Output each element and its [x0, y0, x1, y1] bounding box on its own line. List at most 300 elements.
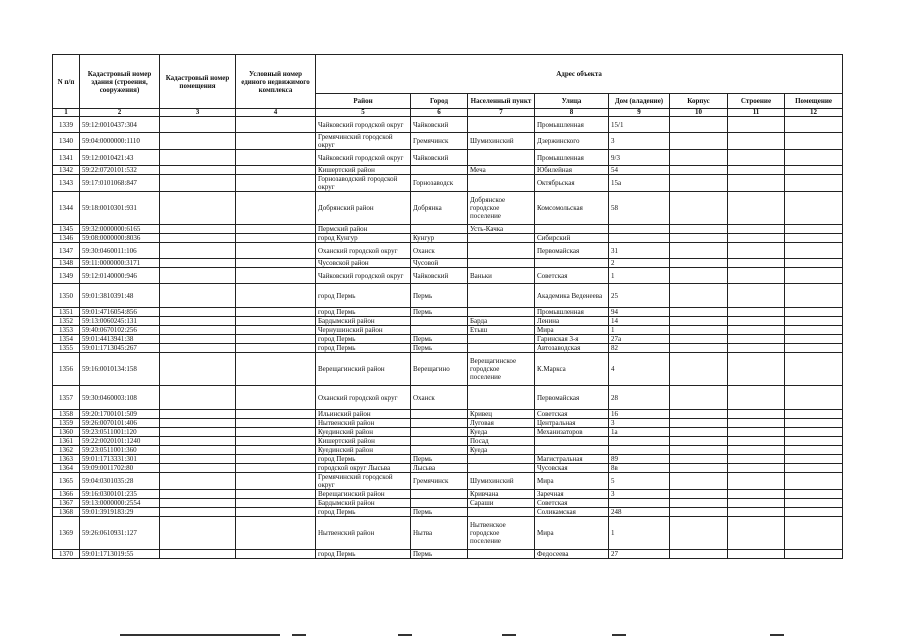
cell-stroenie	[728, 517, 785, 550]
cell-korpus	[670, 335, 728, 344]
table-row	[53, 175, 843, 192]
cell-settlement: Куеда	[468, 446, 535, 455]
cell-district: город Пермь	[316, 308, 411, 317]
cell-settlement	[468, 259, 535, 268]
cell-city: Пермь	[411, 550, 468, 559]
cell-district: Кишертский район	[316, 437, 411, 446]
cell-house: 9/3	[609, 150, 670, 166]
cell-street: Первомайская	[535, 243, 609, 259]
cell-pomeschenie	[785, 464, 843, 473]
cell-korpus	[670, 317, 728, 326]
cell-district: Нытвенский район	[316, 517, 411, 550]
cell-num: 1355	[53, 344, 80, 353]
cell-cad-room	[160, 326, 236, 335]
cell-pomeschenie	[785, 317, 843, 326]
cell-house: 28	[609, 386, 670, 410]
cell-cad-building: 59:12:0010437:304	[80, 117, 160, 133]
cell-pomeschenie	[785, 499, 843, 508]
cell-cond-number	[236, 508, 316, 517]
cell-cond-number	[236, 419, 316, 428]
cell-cad-building: 59:01:4716054:856	[80, 308, 160, 317]
cell-cad-building: 59:01:3919183:29	[80, 508, 160, 517]
cell-cad-room	[160, 464, 236, 473]
cell-pomeschenie	[785, 353, 843, 386]
cell-city: Пермь	[411, 344, 468, 353]
cell-cond-number	[236, 428, 316, 437]
cell-district: Куединский район	[316, 446, 411, 455]
cell-street	[535, 437, 609, 446]
table-row	[53, 166, 843, 175]
cell-cad-room	[160, 428, 236, 437]
header-num: N п/п	[53, 55, 80, 109]
cell-district: Чайковский городской округ	[316, 268, 411, 284]
cell-cad-building: 59:23:0511001:360	[80, 446, 160, 455]
cell-stroenie	[728, 410, 785, 419]
cell-pomeschenie	[785, 508, 843, 517]
cell-settlement: Шумихинский	[468, 473, 535, 490]
cell-pomeschenie	[785, 344, 843, 353]
cell-settlement	[468, 508, 535, 517]
cell-settlement	[468, 150, 535, 166]
table-row	[53, 284, 843, 308]
cell-pomeschenie	[785, 150, 843, 166]
cell-district: город Пермь	[316, 455, 411, 464]
table-row	[53, 225, 843, 234]
cell-korpus	[670, 437, 728, 446]
header-settlement: Населенный пункт	[468, 94, 535, 109]
cell-settlement: Сараши	[468, 499, 535, 508]
cell-district: Кишертский район	[316, 166, 411, 175]
cell-cond-number	[236, 284, 316, 308]
cell-korpus	[670, 419, 728, 428]
cell-stroenie	[728, 225, 785, 234]
cell-district: Нытвенский район	[316, 419, 411, 428]
cell-cad-room	[160, 550, 236, 559]
cell-cond-number	[236, 517, 316, 550]
cell-street: Дзержинского	[535, 133, 609, 150]
cell-stroenie	[728, 353, 785, 386]
cell-cond-number	[236, 326, 316, 335]
cell-cad-room	[160, 317, 236, 326]
cell-stroenie	[728, 428, 785, 437]
header-street: Улица	[535, 94, 609, 109]
cell-district: Верещагинский район	[316, 353, 411, 386]
cell-num: 1353	[53, 326, 80, 335]
cell-street: Промышленная	[535, 308, 609, 317]
cell-cad-building: 59:26:0070101:406	[80, 419, 160, 428]
footer-line	[612, 634, 626, 636]
cell-pomeschenie	[785, 117, 843, 133]
cell-stroenie	[728, 335, 785, 344]
table-row	[53, 259, 843, 268]
cell-street: Федосеева	[535, 550, 609, 559]
cell-cond-number	[236, 192, 316, 225]
table-row	[53, 437, 843, 446]
cell-settlement	[468, 243, 535, 259]
cell-street: Мира	[535, 473, 609, 490]
cell-district: Куединский район	[316, 428, 411, 437]
table-row	[53, 353, 843, 386]
cell-korpus	[670, 117, 728, 133]
cell-num: 1358	[53, 410, 80, 419]
cell-stroenie	[728, 175, 785, 192]
cell-street: Чусовская	[535, 464, 609, 473]
cell-house	[609, 234, 670, 243]
cell-house: 27	[609, 550, 670, 559]
cell-house: 54	[609, 166, 670, 175]
cell-district: город Кунгур	[316, 234, 411, 243]
cell-stroenie	[728, 150, 785, 166]
column-number: 2	[80, 109, 160, 117]
cell-korpus	[670, 133, 728, 150]
cell-city	[411, 428, 468, 437]
header-pomeschenie: Помещение	[785, 94, 843, 109]
cell-city: Нытва	[411, 517, 468, 550]
cell-num: 1368	[53, 508, 80, 517]
cell-house: 15а	[609, 175, 670, 192]
cell-stroenie	[728, 308, 785, 317]
cell-city: Кунгур	[411, 234, 468, 243]
cell-city: Чайковский	[411, 117, 468, 133]
cell-stroenie	[728, 117, 785, 133]
cell-num: 1357	[53, 386, 80, 410]
cell-cad-building: 59:40:0670102:256	[80, 326, 160, 335]
cell-stroenie	[728, 455, 785, 464]
cell-korpus	[670, 428, 728, 437]
cell-num: 1349	[53, 268, 80, 284]
header-cad-building: Кадастровый номер здания (строения, сооружения)	[80, 55, 160, 109]
cell-settlement	[468, 386, 535, 410]
cell-cond-number	[236, 344, 316, 353]
cell-cad-building: 59:04:0000000:1110	[80, 133, 160, 150]
cell-cad-building: 59:12:0010421:43	[80, 150, 160, 166]
cell-num: 1369	[53, 517, 80, 550]
table-row	[53, 268, 843, 284]
table-row	[53, 419, 843, 428]
cell-house: 16	[609, 410, 670, 419]
cell-settlement: Меча	[468, 166, 535, 175]
cell-house: 14	[609, 317, 670, 326]
column-number: 9	[609, 109, 670, 117]
table-row	[53, 344, 843, 353]
cell-num: 1361	[53, 437, 80, 446]
cell-street	[535, 225, 609, 234]
cell-city: Чайковский	[411, 150, 468, 166]
cell-korpus	[670, 550, 728, 559]
page-footer-marks	[0, 632, 905, 640]
cell-cond-number	[236, 243, 316, 259]
cell-settlement: Куеда	[468, 428, 535, 437]
cell-settlement: Верещагинское городское поселение	[468, 353, 535, 386]
cell-settlement: Кривчана	[468, 490, 535, 499]
cell-stroenie	[728, 234, 785, 243]
cell-pomeschenie	[785, 437, 843, 446]
table-row	[53, 326, 843, 335]
cell-street	[535, 446, 609, 455]
cell-cond-number	[236, 175, 316, 192]
cell-cond-number	[236, 499, 316, 508]
cell-stroenie	[728, 192, 785, 225]
cell-stroenie	[728, 499, 785, 508]
cell-district: Чайковский городской округ	[316, 150, 411, 166]
cell-cond-number	[236, 117, 316, 133]
cell-house	[609, 225, 670, 234]
cell-cad-room	[160, 284, 236, 308]
cell-cond-number	[236, 473, 316, 490]
cell-pomeschenie	[785, 335, 843, 344]
cell-num: 1342	[53, 166, 80, 175]
cell-district: город Пермь	[316, 550, 411, 559]
cell-cad-building: 59:18:0010301:931	[80, 192, 160, 225]
cell-city: Верещагино	[411, 353, 468, 386]
cell-cad-building: 59:30:0460003:108	[80, 386, 160, 410]
cell-street: Мира	[535, 517, 609, 550]
cell-cad-room	[160, 344, 236, 353]
cell-settlement	[468, 344, 535, 353]
cell-stroenie	[728, 326, 785, 335]
cell-cad-building: 59:08:0000000:8036	[80, 234, 160, 243]
cell-city	[411, 419, 468, 428]
cell-korpus	[670, 243, 728, 259]
cell-settlement	[468, 234, 535, 243]
cell-korpus	[670, 259, 728, 268]
cell-house: 89	[609, 455, 670, 464]
cell-city	[411, 326, 468, 335]
cell-num: 1365	[53, 473, 80, 490]
cell-pomeschenie	[785, 284, 843, 308]
cell-city: Гремячинск	[411, 473, 468, 490]
cell-cad-building: 59:23:0511001:120	[80, 428, 160, 437]
cell-street: Октябрьская	[535, 175, 609, 192]
cell-street: Соликамская	[535, 508, 609, 517]
table-row	[53, 473, 843, 490]
cell-pomeschenie	[785, 428, 843, 437]
cell-street: Советская	[535, 499, 609, 508]
cell-num: 1366	[53, 490, 80, 499]
cell-house	[609, 437, 670, 446]
header-cad-room: Кадастровый номер помещения	[160, 55, 236, 109]
cell-stroenie	[728, 317, 785, 326]
cell-cad-room	[160, 175, 236, 192]
cell-cad-building: 59:20:1700101:509	[80, 410, 160, 419]
cell-cad-room	[160, 508, 236, 517]
cell-city: Горнозаводск	[411, 175, 468, 192]
cell-cad-building: 59:01:4413941:38	[80, 335, 160, 344]
cell-pomeschenie	[785, 308, 843, 317]
cell-pomeschenie	[785, 225, 843, 234]
cell-korpus	[670, 473, 728, 490]
cell-house: 1	[609, 326, 670, 335]
cell-cad-room	[160, 243, 236, 259]
cell-cond-number	[236, 133, 316, 150]
cell-settlement: Кривец	[468, 410, 535, 419]
cell-city: Оханск	[411, 243, 468, 259]
cell-korpus	[670, 268, 728, 284]
cell-stroenie	[728, 508, 785, 517]
header-korpus: Корпус	[670, 94, 728, 109]
cell-cad-room	[160, 490, 236, 499]
table-row	[53, 117, 843, 133]
cell-cond-number	[236, 317, 316, 326]
cell-korpus	[670, 410, 728, 419]
cell-settlement	[468, 117, 535, 133]
cell-cond-number	[236, 225, 316, 234]
cell-cond-number	[236, 386, 316, 410]
table-row	[53, 335, 843, 344]
header-district: Район	[316, 94, 411, 109]
cell-stroenie	[728, 386, 785, 410]
cell-pomeschenie	[785, 490, 843, 499]
cell-cad-building: 59:01:1713045:267	[80, 344, 160, 353]
header-address: Адрес объекта	[316, 55, 843, 94]
cell-cad-building: 59:26:0610931:127	[80, 517, 160, 550]
cell-city: Лысьва	[411, 464, 468, 473]
cell-korpus	[670, 517, 728, 550]
cell-house: 1а	[609, 428, 670, 437]
cell-street: Академика Веденеева	[535, 284, 609, 308]
cell-house: 31	[609, 243, 670, 259]
cell-pomeschenie	[785, 268, 843, 284]
cell-house: 27а	[609, 335, 670, 344]
cell-house: 25	[609, 284, 670, 308]
cell-district: Верещагинский район	[316, 490, 411, 499]
cell-pomeschenie	[785, 386, 843, 410]
table-row	[53, 550, 843, 559]
table-row	[53, 410, 843, 419]
cell-cad-room	[160, 410, 236, 419]
cell-korpus	[670, 353, 728, 386]
cell-street: Советская	[535, 268, 609, 284]
cell-cond-number	[236, 259, 316, 268]
column-number: 3	[160, 109, 236, 117]
cell-district: Ильинский район	[316, 410, 411, 419]
cell-district: Бардымский район	[316, 499, 411, 508]
cell-house: 15/1	[609, 117, 670, 133]
cell-pomeschenie	[785, 175, 843, 192]
cell-district: Оханский городской округ	[316, 386, 411, 410]
column-number: 7	[468, 109, 535, 117]
cell-pomeschenie	[785, 455, 843, 464]
cell-korpus	[670, 499, 728, 508]
cell-korpus	[670, 192, 728, 225]
column-number: 10	[670, 109, 728, 117]
cell-korpus	[670, 150, 728, 166]
cell-cond-number	[236, 234, 316, 243]
cell-street: Магистральная	[535, 455, 609, 464]
cell-stroenie	[728, 284, 785, 308]
cell-cad-room	[160, 268, 236, 284]
cell-cad-room	[160, 499, 236, 508]
cell-street: Советская	[535, 410, 609, 419]
cell-city	[411, 317, 468, 326]
cell-street: Автозаводская	[535, 344, 609, 353]
cell-cad-building: 59:30:0460011:106	[80, 243, 160, 259]
table-body	[53, 117, 843, 559]
cell-cad-room	[160, 335, 236, 344]
cell-cad-room	[160, 166, 236, 175]
cell-pomeschenie	[785, 166, 843, 175]
cell-stroenie	[728, 344, 785, 353]
cell-settlement	[468, 455, 535, 464]
cell-cond-number	[236, 150, 316, 166]
cell-cad-building: 59:16:0300101:235	[80, 490, 160, 499]
cell-num: 1350	[53, 284, 80, 308]
cell-pomeschenie	[785, 259, 843, 268]
cell-street: Первомайская	[535, 386, 609, 410]
footer-line	[292, 634, 306, 636]
cell-district: Гремячинский городской округ	[316, 133, 411, 150]
cell-house: 1	[609, 268, 670, 284]
cell-cad-room	[160, 419, 236, 428]
cell-num: 1352	[53, 317, 80, 326]
cell-cad-building: 59:11:0000000:3171	[80, 259, 160, 268]
table-row	[53, 517, 843, 550]
cell-korpus	[670, 284, 728, 308]
cell-cad-room	[160, 446, 236, 455]
cell-cad-building: 59:04:0301035:28	[80, 473, 160, 490]
cell-district: Оханский городской округ	[316, 243, 411, 259]
cell-korpus	[670, 464, 728, 473]
cell-cond-number	[236, 166, 316, 175]
cell-settlement	[468, 175, 535, 192]
cell-district: Горнозаводский городской округ	[316, 175, 411, 192]
cell-street: Центральная	[535, 419, 609, 428]
cell-cad-room	[160, 259, 236, 268]
cell-cad-room	[160, 150, 236, 166]
cell-house: 248	[609, 508, 670, 517]
cell-stroenie	[728, 437, 785, 446]
cell-district: Гремячинский городской округ	[316, 473, 411, 490]
cell-korpus	[670, 490, 728, 499]
cell-district: Чернушинский район	[316, 326, 411, 335]
cell-city: Пермь	[411, 335, 468, 344]
cell-house: 2	[609, 259, 670, 268]
cell-cad-building: 59:22:0720101:532	[80, 166, 160, 175]
cell-cad-room	[160, 517, 236, 550]
cell-city	[411, 437, 468, 446]
cell-street: Гаринская 3-я	[535, 335, 609, 344]
cell-street	[535, 259, 609, 268]
cell-city	[411, 490, 468, 499]
cell-house: 94	[609, 308, 670, 317]
cell-cad-building: 59:13:0000000:2554	[80, 499, 160, 508]
cell-cond-number	[236, 410, 316, 419]
cell-cond-number	[236, 490, 316, 499]
column-number: 12	[785, 109, 843, 117]
cell-district: Чусовской район	[316, 259, 411, 268]
cell-city: Чусовой	[411, 259, 468, 268]
cell-stroenie	[728, 166, 785, 175]
cell-korpus	[670, 326, 728, 335]
cell-house: 3	[609, 133, 670, 150]
cell-cad-building: 59:01:3810391:48	[80, 284, 160, 308]
cell-settlement: Усть-Качка	[468, 225, 535, 234]
header-house: Дом (владение)	[609, 94, 670, 109]
cell-pomeschenie	[785, 419, 843, 428]
cell-stroenie	[728, 243, 785, 259]
cell-settlement	[468, 284, 535, 308]
cell-num: 1343	[53, 175, 80, 192]
cell-pomeschenie	[785, 517, 843, 550]
cell-settlement: Ваньки	[468, 268, 535, 284]
cell-num: 1354	[53, 335, 80, 344]
header-stroenie: Строение	[728, 94, 785, 109]
cell-street: К.Маркса	[535, 353, 609, 386]
cell-stroenie	[728, 446, 785, 455]
column-number: 8	[535, 109, 609, 117]
cell-cad-building: 59:16:0010134:158	[80, 353, 160, 386]
footer-line	[770, 634, 784, 636]
